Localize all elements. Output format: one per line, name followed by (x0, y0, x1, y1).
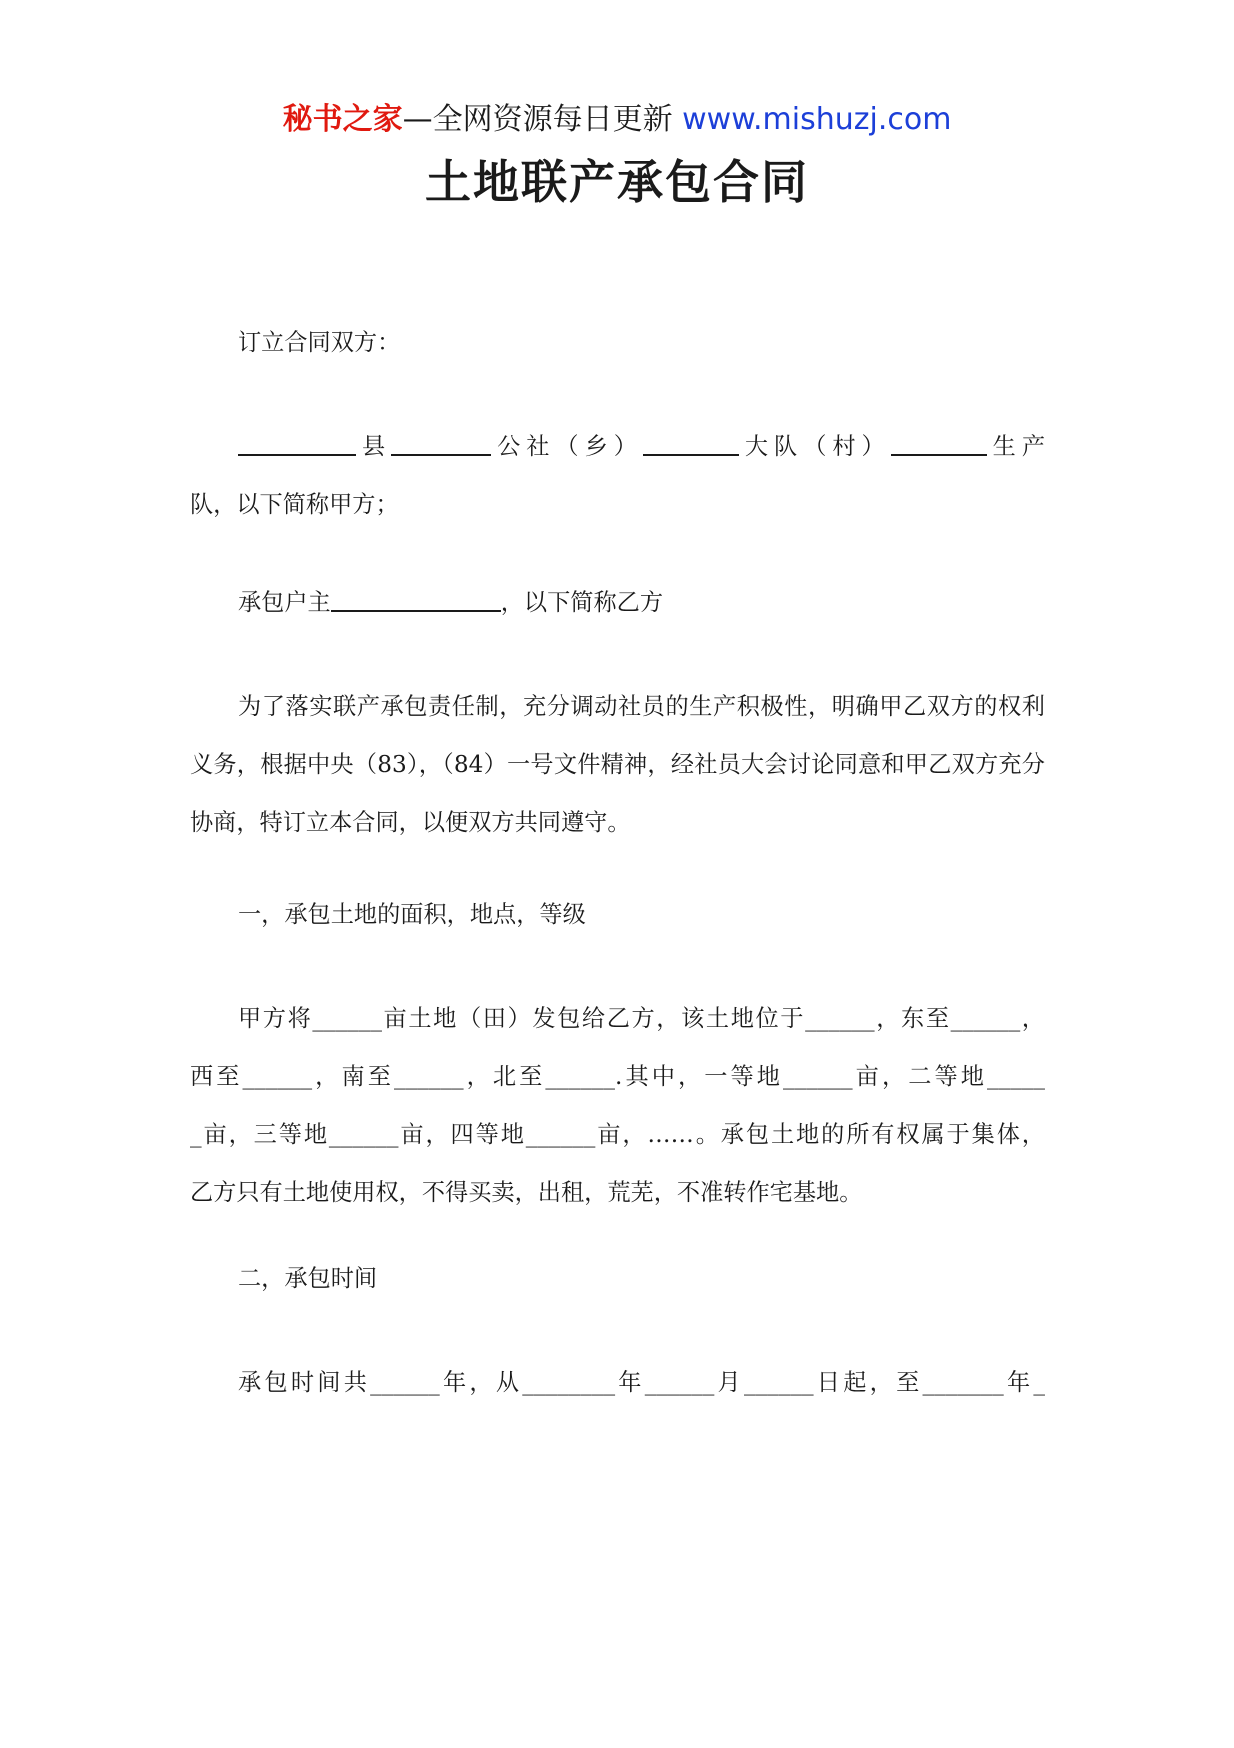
blank-commune (391, 430, 491, 456)
section-2-body (190, 1354, 1045, 1412)
blank-team (891, 430, 987, 456)
party-b-label: 承包户主 (238, 589, 331, 616)
blank-brigade (643, 430, 739, 456)
section-2-title: 二，承包时间 (238, 1265, 378, 1292)
party-a-paragraph (190, 418, 1045, 534)
section-1-line-4: 乙方只有土地使用权，不得买卖，出租，荒芜，不准转作宅基地。 (190, 1179, 863, 1206)
brigade-label: 大队（村） (738, 433, 891, 460)
parties-intro: 订立合同双方： (238, 329, 401, 356)
section-1-line-2: 西至______，南至______，北至______.其中，一等地______亩，二等地_____ (190, 1063, 1045, 1090)
county-label: 县 (356, 433, 392, 460)
party-b-paragraph (190, 574, 1045, 632)
section-2-line-1: 承包时间共______年，从________年______月______日起，至_______年_ (238, 1369, 1045, 1396)
party-b-suffix: ，以下简称乙方 (500, 589, 664, 616)
party-a-line-2: 队，以下简称甲方； (190, 491, 399, 518)
site-slogan: —全网资源每日更新 (402, 102, 683, 137)
section-1-line-3: _亩，三等地______亩，四等地______亩，……。承包土地的所有权属于集体， (190, 1121, 1045, 1148)
section-1-body (190, 990, 1045, 1222)
section-1-title: 一，承包土地的面积，地点，等级 (238, 901, 586, 928)
commune-label: 公社（乡） (491, 433, 643, 460)
site-url[interactable]: www.mishuzj.com (682, 102, 952, 137)
team-label: 生产 (986, 433, 1046, 460)
section-1-line-1: 甲方将______亩土地（田）发包给乙方，该土地位于______，东至______， (238, 1005, 1045, 1032)
blank-householder (331, 586, 501, 612)
party-a-line-1 (190, 418, 1045, 476)
document-title: 土地联产承包合同 (425, 155, 809, 209)
blank-county (238, 430, 356, 456)
site-brand: 秘书之家 (282, 102, 403, 137)
purpose-paragraph: 为了落实联产承包责任制，充分调动社员的生产积极性，明确甲乙双方的权利义务，根据中央（83），（84）一号文件精神，经社员大会讨论同意和甲乙双方充分协商，特订立本合同，以便双方共同遵守。 (190, 693, 1045, 836)
site-header (0, 100, 1234, 140)
